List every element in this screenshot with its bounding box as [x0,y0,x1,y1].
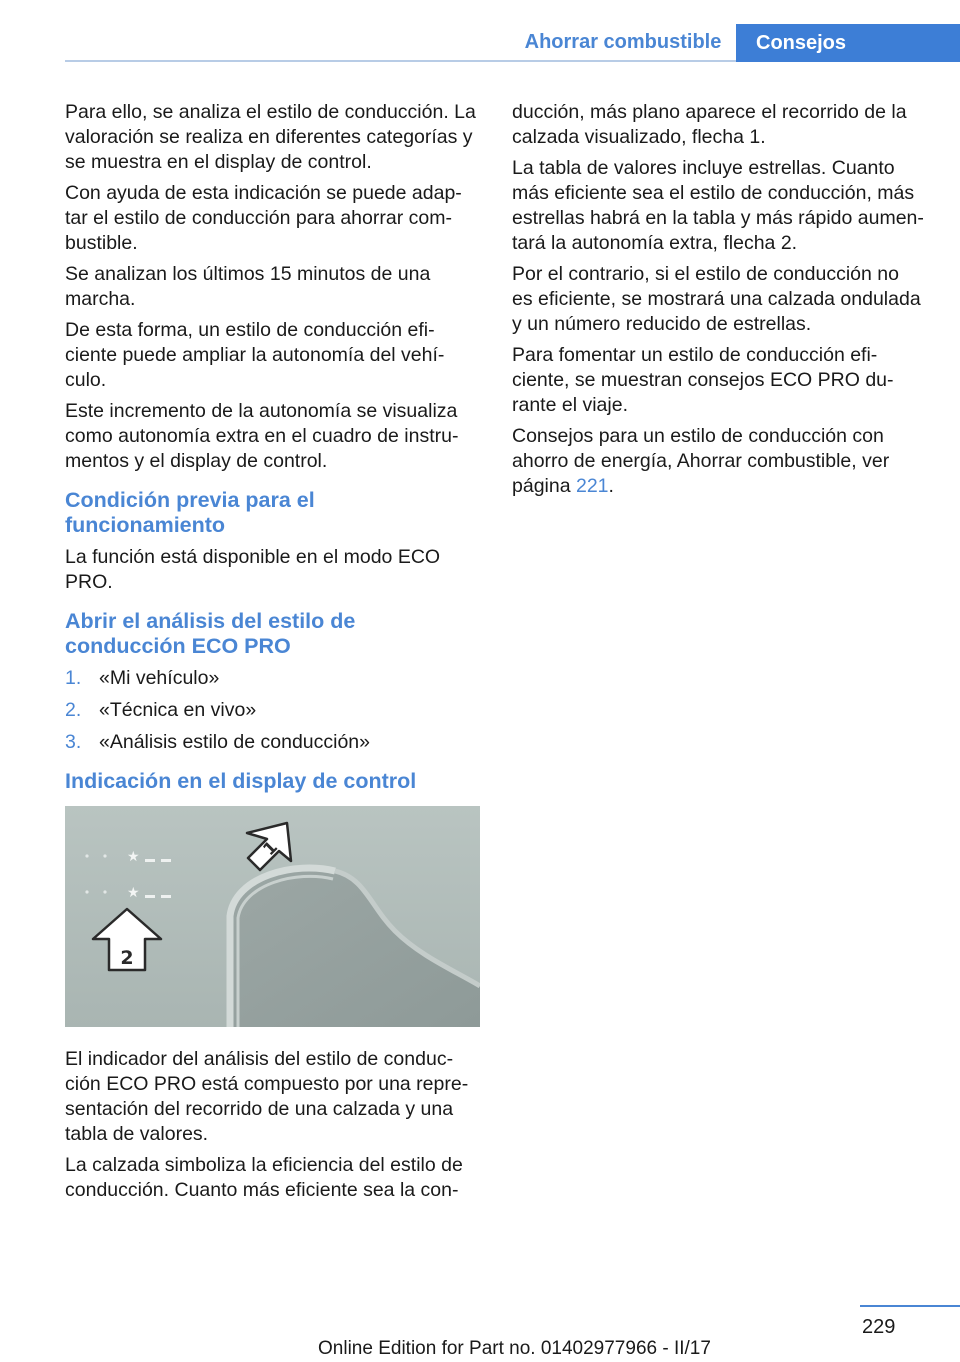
dash-mark [145,859,155,862]
paragraph: La calzada simboliza la eficiencia del estilo de conducción. Cuanto más eficiente sea la con‐ [65,1154,463,1201]
step-item [65,730,480,755]
steps-list [65,666,480,755]
step-number: 3. [65,731,82,753]
step-text: «Análisis estilo de conducción» [99,731,371,753]
step-item [65,698,480,723]
star-icon: ★ [127,885,140,901]
arrow-2-label: 2 [120,947,134,969]
paragraph: Con ayuda de esta indicación se puede adap‐ tar el estilo de conducción para ahorrar com‐ bustible. [65,182,462,254]
left-column [65,100,480,1209]
paragraph: El indicador del análisis del estilo de conduc‐ ción ECO PRO está compuesto por una repre‐ sentación del recorrido de una calzada y una tabla de valores. [65,1048,469,1145]
section-heading-open-analysis: Abrir el análisis del estilo de conducción ECO PRO [65,609,356,658]
arrow-1-label: 1 [259,837,282,860]
step-number: 1. [65,667,82,689]
dash-mark [161,895,171,898]
step-text: «Técnica en vivo» [99,699,257,721]
page-number: 229 [862,1316,896,1338]
paragraph: La tabla de valores incluye estrellas. Cuanto más eficiente sea el estilo de conducción, más estrellas habrá en la tabla y más rápido aumen‐ tará la autonomía extra, flecha 2. [512,157,924,254]
step-text: «Mi vehículo» [99,667,220,689]
empty-star-icon [103,890,106,893]
paragraph: Para fomentar un estilo de conducción efi‐ ciente, se muestran consejos ECO PRO du‐ rante el viaje. [512,344,894,416]
eco-pro-display-figure [65,806,480,1027]
dash-mark [145,895,155,898]
paragraph: Para ello, se analiza el estilo de conducción. La valoración se realiza en diferentes categorías y se muestra en el display de control. [65,101,476,173]
paragraph: De esta forma, un estilo de conducción efi‐ ciente puede ampliar la autonomía del vehí‐ culo. [65,319,445,391]
paragraph: Este incremento de la autonomía se visualiza como autonomía extra en el cuadro de instru‐ mentos y el display de control. [65,400,459,472]
empty-star-icon [103,854,106,857]
footer-rule [860,1305,960,1307]
paragraph-with-page-reference [512,424,930,499]
right-column [512,100,930,505]
empty-star-icon [85,854,88,857]
paragraph: ducción, más plano aparece el recorrido de la calzada visualizado, flecha 1. [512,101,907,148]
empty-star-icon [85,890,88,893]
footer-edition: Online Edition for Part no. 01402977966 - II/17 [318,1338,711,1359]
paragraph: Por el contrario, si el estilo de conducción no es eficiente, se mostrará una calzada ondulada y un número reducido de estrellas. [512,263,921,335]
paragraph: Se analizan los últimos 15 minutos de una marcha. [65,263,431,310]
reference-text: Consejos para un estilo de conducción con ahorro de energía, Ahorrar combustible, ver página [512,425,890,497]
reference-period: . [608,475,614,497]
step-number: 2. [65,699,82,721]
page-reference-link[interactable]: 221 [575,475,609,497]
step-item [65,666,480,691]
section-heading-prerequisite: Condición previa para el funcionamiento [65,488,315,537]
header-chapter-tab: Consejos [736,24,960,62]
paragraph: La función está disponible en el modo ECO PRO. [65,546,441,593]
header-section-title: Ahorrar combustible [524,31,722,53]
dash-mark [161,859,171,862]
section-heading-display: Indicación en el display de control [65,769,417,793]
star-icon: ★ [127,849,140,865]
